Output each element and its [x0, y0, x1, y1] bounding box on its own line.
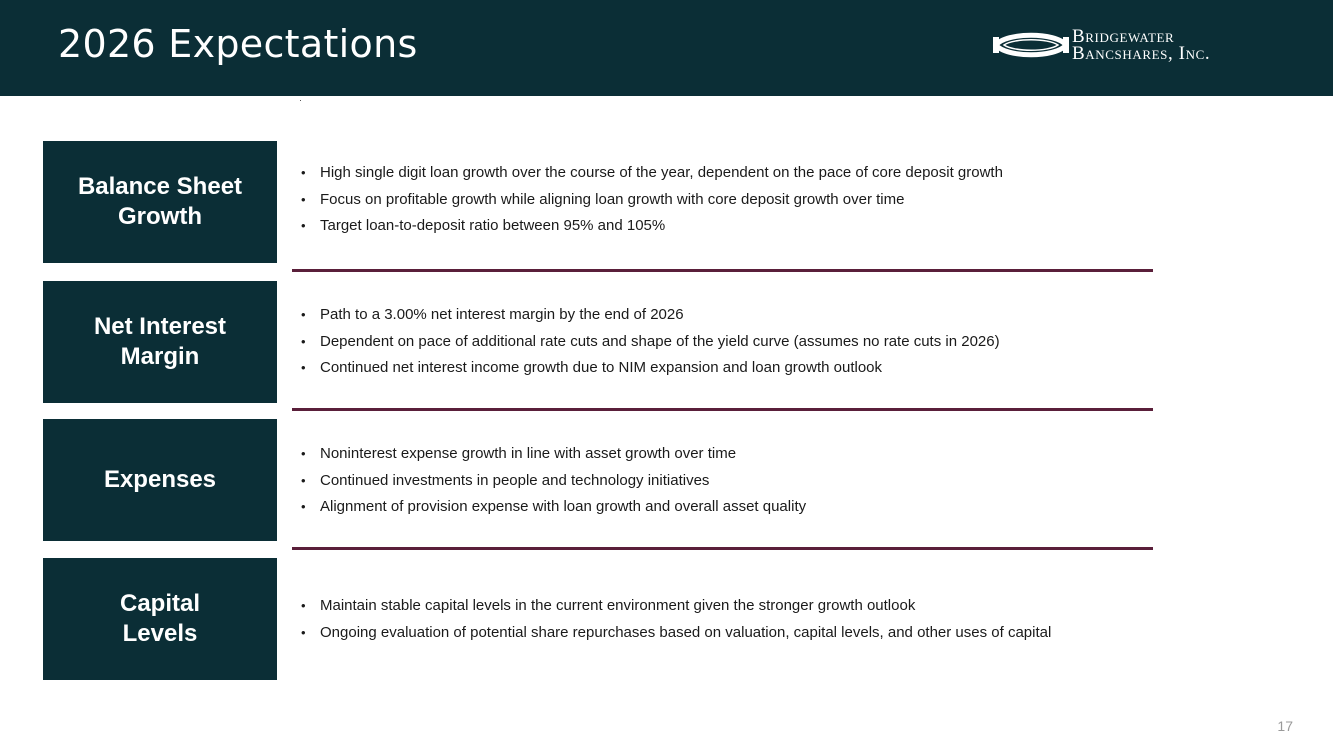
section-divider: [292, 269, 1153, 272]
section-label-text: Expenses: [103, 466, 217, 493]
section-divider: [292, 408, 1153, 411]
section-label-text: Net Interest Margin: [93, 313, 227, 370]
section-label-expenses: [43, 419, 277, 541]
bullet-item: • High single digit loan growth over the course of the year, dependent on the pace of core deposit growth: [300, 160, 1003, 187]
bullet-list-capital-levels: [300, 593, 1051, 646]
bridge-logo-icon: [992, 27, 1070, 63]
bullet-item: • Ongoing evaluation of potential share repurchases based on valuation, capital levels, and other uses of capital: [300, 620, 1051, 647]
company-logo: [992, 24, 1282, 72]
page-title: 2026 Expectations: [58, 22, 418, 66]
logo-wordmark: [1072, 28, 1210, 62]
section-label-text: Balance Sheet Growth: [77, 173, 243, 230]
section-label-net-interest-margin: [43, 281, 277, 403]
section-label-capital-levels: [43, 558, 277, 680]
bullet-item: • Noninterest expense growth in line with asset growth over time: [300, 441, 806, 468]
logo-line-2: Bancshares, Inc.: [1072, 43, 1211, 64]
bullet-item: • Target loan-to-deposit ratio between 95% and 105%: [300, 213, 1003, 240]
bullet-item: • Path to a 3.00% net interest margin by the end of 2026: [300, 302, 1000, 329]
section-divider: [292, 547, 1153, 550]
bullet-list-net-interest-margin: [300, 302, 1000, 382]
section-label-text: Capital Levels: [119, 590, 200, 647]
bullet-list-expenses: [300, 441, 806, 521]
bullet-item: • Alignment of provision expense with loan growth and overall asset quality: [300, 494, 806, 521]
bullet-item: • Focus on profitable growth while aligning loan growth with core deposit growth over time: [300, 187, 1003, 214]
page-number: 17: [1277, 718, 1293, 734]
bullet-item: • Maintain stable capital levels in the current environment given the stronger growth outlook: [300, 593, 1051, 620]
header-bar: [0, 0, 1333, 96]
logo-line-1: Bridgewater: [1072, 26, 1175, 47]
artifact-dot: [300, 100, 301, 101]
bullet-item: • Continued net interest income growth due to NIM expansion and loan growth outlook: [300, 355, 1000, 382]
bullet-list-balance-sheet: [300, 160, 1003, 240]
bullet-item: • Continued investments in people and technology initiatives: [300, 468, 806, 495]
bullet-item: • Dependent on pace of additional rate cuts and shape of the yield curve (assumes no rate cuts in 2026): [300, 329, 1000, 356]
section-label-balance-sheet: [43, 141, 277, 263]
